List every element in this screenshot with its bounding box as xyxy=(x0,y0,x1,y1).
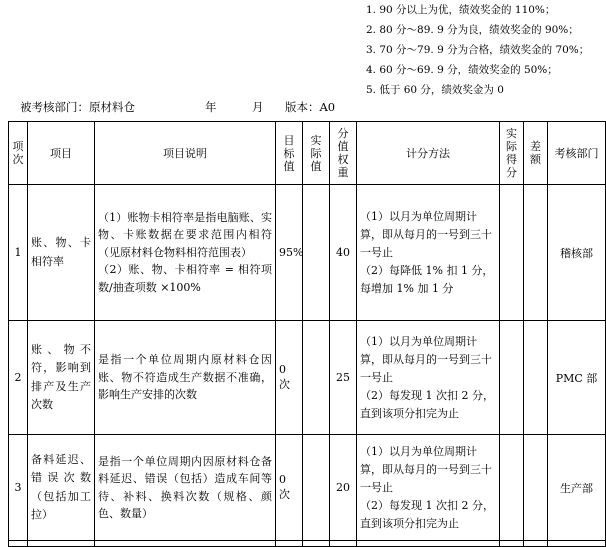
col-item-header: 项目 xyxy=(28,122,95,185)
col-actual-header: 实际值 xyxy=(303,122,330,185)
col-seq-header: 项次 xyxy=(9,122,28,185)
col-score-header: 实际得分 xyxy=(500,122,524,185)
row-dept: 稽核部 xyxy=(548,185,606,321)
row-target: 0 次 xyxy=(276,321,303,435)
row-diff xyxy=(524,435,548,541)
col-weight-header: 分值权重 xyxy=(330,122,357,185)
row-desc: 是指一个单位周期内因原材料仓备料延迟、错误（包括）造成车间等待、补料、换料次数（规格、颜色、数量） xyxy=(95,435,276,541)
table-row xyxy=(9,185,606,321)
row-desc: 是指一个单位周期内原材料仓因账、物不符造成生产数据不准确，影响生产安排的次数 xyxy=(95,321,276,435)
row-item: 账、物、卡相符率 xyxy=(28,185,95,321)
col-diff-header: 差额 xyxy=(524,122,548,185)
row-actual xyxy=(303,435,330,541)
table-row xyxy=(9,321,606,435)
row-method: （1）以月为单位周期计算，即从每月的一号到三十一号止 （2）每发现 1 次扣 2 分，直到该项分扣完为止 xyxy=(357,321,500,435)
row-actual xyxy=(303,185,330,321)
row-item: 账、物不符，影响到排产及生产次数 xyxy=(28,321,95,435)
row-score xyxy=(500,435,524,541)
row-diff xyxy=(524,321,548,435)
row-item: 备料延迟、错误次数（包括加工拉） xyxy=(28,435,95,541)
row-target: 0 次 xyxy=(276,435,303,541)
row-score xyxy=(500,321,524,435)
row-weight: 20 xyxy=(330,435,357,541)
department-label: 被考核部门：原材料仓 xyxy=(20,100,135,114)
row-target: 95% xyxy=(276,185,303,321)
grading-note: 3. 70 分～79. 9 分为合格，绩效奖金的 70%； xyxy=(366,44,590,56)
assessment-table xyxy=(8,121,606,547)
row-seq: 1 xyxy=(9,185,28,321)
row-seq: 2 xyxy=(9,321,28,435)
row-weight: 25 xyxy=(330,321,357,435)
col-target-header: 目标值 xyxy=(276,122,303,185)
col-method-header: 计分方法 xyxy=(357,122,500,185)
table-header-row xyxy=(9,122,606,185)
table-row xyxy=(9,435,606,541)
row-score xyxy=(500,185,524,321)
version-label: 版本：A0 xyxy=(285,100,336,114)
grading-notes xyxy=(366,0,589,100)
row-dept: PMC 部 xyxy=(548,321,606,435)
row-desc: （1）账物卡相符率是指电脑账、实物、卡账数据在要求范围内相符（见原材料仓物料相符范围表） （2）账、物、卡相符率 = 相符项数/抽查项数 ×100% xyxy=(95,185,276,321)
grading-note: 4. 60 分～69. 9 分，绩效奖金的 50%； xyxy=(366,64,558,76)
grading-note: 5. 低于 60 分，绩效奖金为 0 xyxy=(366,84,504,96)
col-desc-header: 项目说明 xyxy=(95,122,276,185)
row-actual xyxy=(303,321,330,435)
row-weight: 40 xyxy=(330,185,357,321)
col-dept-header: 考核部门 xyxy=(548,122,606,185)
month-label: 月 xyxy=(252,100,264,114)
row-method: （1）以月为单位周期计算，即从每月的一号到三十一号止 （2）每降低 1% 扣 1 分，每增加 1% 加 1 分 xyxy=(357,185,500,321)
row-diff xyxy=(524,185,548,321)
grading-note: 1. 90 分以上为优，绩效奖金的 110%； xyxy=(366,4,556,16)
row-method: （1）以月为单位周期计算，即从每月的一号到三十一号止 （2）每发现 1 次扣 2 分，直到该项分扣完为止 xyxy=(357,435,500,541)
row-seq: 3 xyxy=(9,435,28,541)
grading-note: 2. 80 分～89. 9 分为良，绩效奖金的 90%； xyxy=(366,24,579,36)
year-label: 年 xyxy=(205,100,217,114)
row-dept: 生产部 xyxy=(548,435,606,541)
